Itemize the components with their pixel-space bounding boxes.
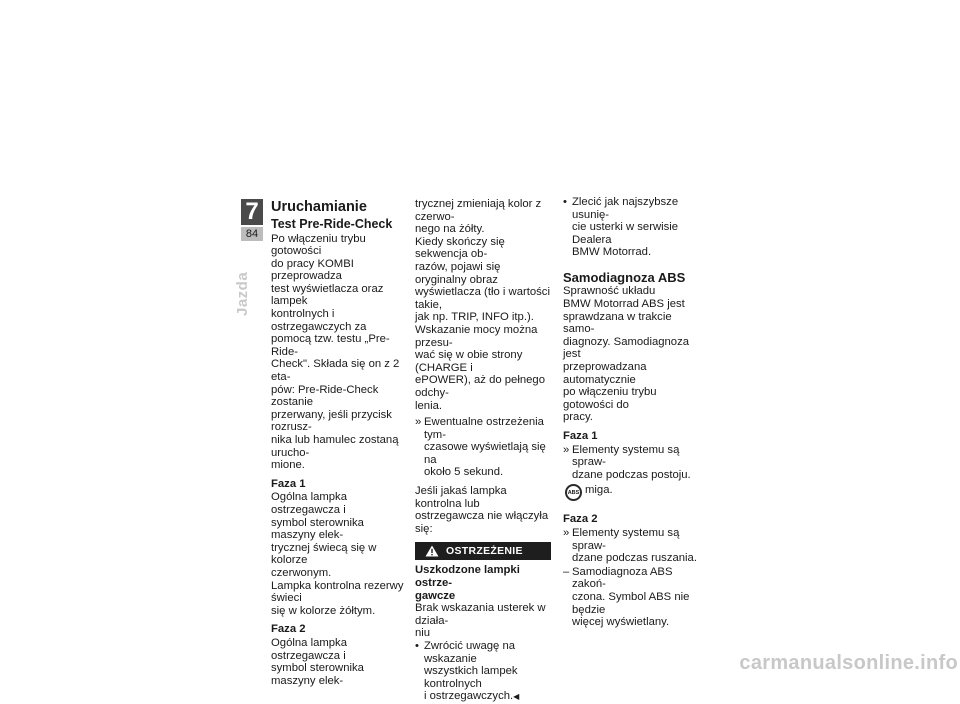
column-2 [415,198,551,704]
abs-section-title: Samodiagnoza ABS [563,269,686,285]
phase2-paragraph: Ogólna lampka ostrzegawcza i symbol sterownika maszyny elek- [271,636,364,687]
result-mark: » [415,416,422,429]
intro-paragraph: Po włączeniu trybu gotowości do pracy KOMBI przeprowadza test wyświetlacza oraz lampek kontrolnych i ostrzegawczych za pomocą tzw. testu „Pre-Ride- Check". Składa się on z 2 eta- pów: Pre-Ride-Check zostanie przerwany, jeśli przycisk rozrusz- nika lub hamulec zostaną urucho- mione. [271,232,400,472]
bullet-item: • Zwrócić uwagę na wskazanie wszystkich lampek kontrolnych i ostrzegawczych.◀ [415,640,520,703]
column-3 [563,196,701,629]
warning-banner [415,542,551,560]
page-number: 84 [241,227,263,241]
condition-paragraph: Jeśli jakaś lampka kontrolna lub ostrzegawcza nie włączyła się: [415,485,549,535]
phase1-paragraph: Ogólna lampka ostrzegawcza i symbol sterownika maszyny elek- trycznej świecą się w kolorze czerwonym. Lampka kontrolna rezerwy świeci się w kolorze żółtym. [271,491,404,617]
abs-done-item: – Samodiagnoza ABS zakoń- czona. Symbol ABS nie będzie więcej wyświetlany. [563,565,690,629]
abs-phase2-heading: Faza 2 [563,513,598,526]
bullet-item: • Zlecić jak najszybsze usunię- cie usterki w serwisie Dealera BMW Motorrad. [563,196,679,259]
dash-mark: – [563,565,570,578]
result-mark: » [563,443,570,456]
subsection-title: Test Pre-Ride-Check [271,217,393,231]
continuation-paragraph: trycznej zmieniają kolor z czerwo- nego na żółty. Kiedy skończy się sekwencja ob- razów, pojawi się oryginalny obraz wyświetlacza (tło i wartości takie, jak np. TRIP, INFO itp.). Wskazanie mocy można przesu- wać się w obie strony (CHARGE i ePOWER), aż do pełnego odchy- lenia. [415,198,550,412]
column-1 [271,196,406,687]
result-mark: » [563,526,570,539]
watermark: carmanualsonline.info [739,652,958,674]
result-item: » Ewentualne ostrzeżenia tym- czasowe wyświetlają się na około 5 sekund. [415,416,546,479]
abs-phase1-heading: Faza 1 [563,430,598,442]
warning-title: Uszkodzone lampki ostrze- gawcze [415,564,520,602]
chapter-number: 7 [241,199,263,225]
warning-label: OSTRZEŻENIE [446,545,523,558]
chapter-label: Jazda [234,271,251,316]
warning-body: Brak wskazania usterek w działa- niu [415,602,546,640]
abs-phase2-item: » Elementy systemu są spraw- dzane podczas ruszania. [563,526,697,565]
abs-intro-paragraph: Sprawność układu BMW Motorrad ABS jest sprawdzana w trakcie samo- diagnozy. Samodiagnoza jest przeprowadzana automatycznie po włączeniu trybu gotowości do pracy. [563,285,690,424]
abs-indicator-row [563,484,701,501]
abs-blink-text: miga. [585,484,613,497]
abs-phase1-item: » Elementy systemu są spraw- dzane podczas postoju. [563,443,691,481]
end-mark: ◀ [513,692,520,702]
phase2-heading: Faza 2 [271,623,306,636]
bullet-mark: • [415,640,419,652]
phase1-heading: Faza 1 [271,477,306,490]
bullet-mark: • [563,196,567,208]
abs-indicator-icon: ABS [565,484,582,501]
warning-triangle-icon [425,545,439,557]
section-title: Uruchamianie [271,199,367,215]
